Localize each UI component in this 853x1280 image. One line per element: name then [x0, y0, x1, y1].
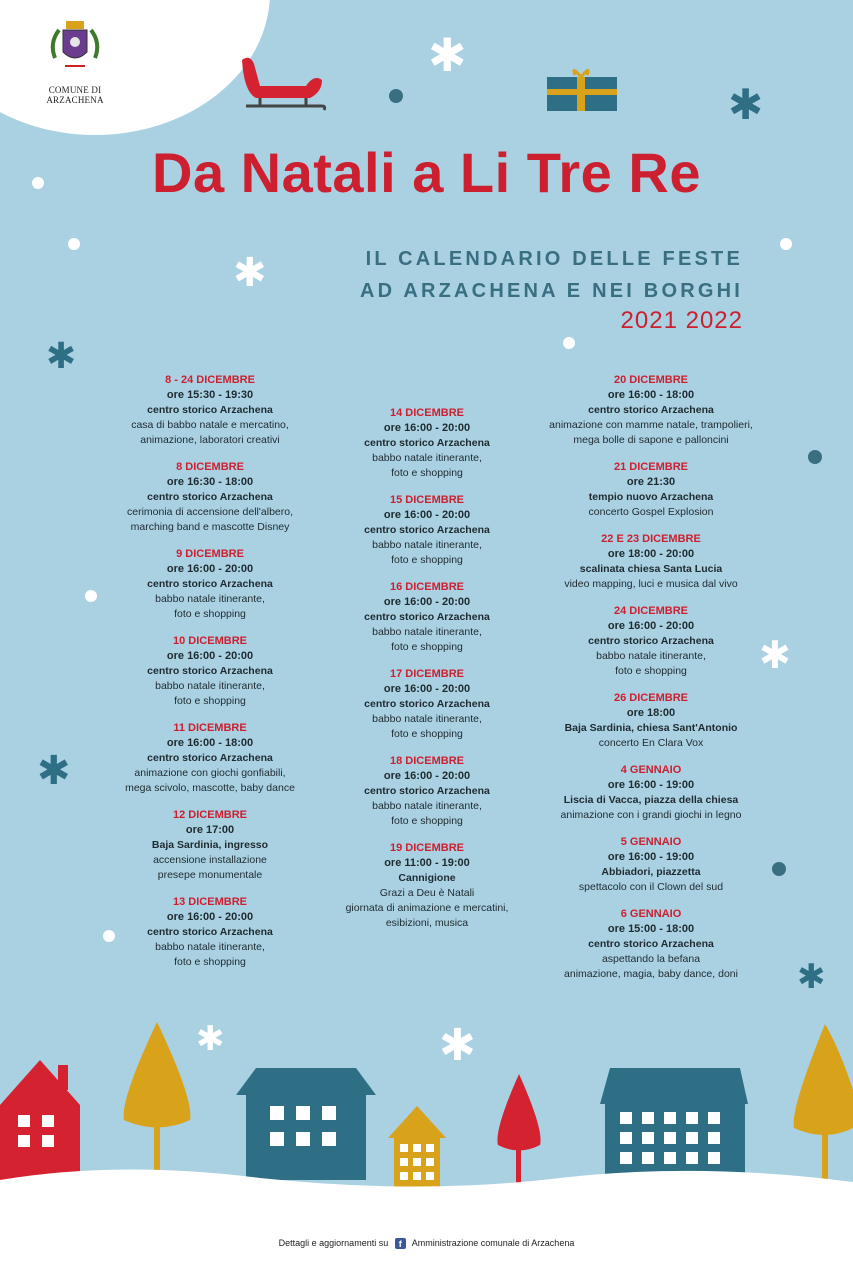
event-date: 16 DICEMBRE: [390, 581, 464, 593]
event-time: ore 15:00 - 18:00: [607, 923, 695, 935]
event-column-1: [95, 373, 325, 982]
event-place: centro storico Arzachena: [364, 524, 490, 536]
event-item: [536, 532, 766, 592]
event-description: foto e shopping: [615, 665, 687, 677]
snowflake-icon: ✱: [759, 635, 791, 677]
event-date: 9 DICEMBRE: [176, 548, 244, 560]
event-date: 6 GENNAIO: [620, 908, 682, 920]
event-item: [312, 754, 542, 829]
event-place: centro storico Arzachena: [588, 404, 714, 416]
event-date: 13 DICEMBRE: [173, 896, 247, 908]
tree-icon: [497, 1074, 540, 1188]
facebook-page-link[interactable]: Amministrazione comunale di Arzachena: [411, 1238, 575, 1248]
event-time: ore 16:00 - 19:00: [607, 779, 695, 791]
event-place: centro storico Arzachena: [147, 491, 273, 503]
event-date: 14 DICEMBRE: [390, 407, 464, 419]
snowflake-icon: ✱: [46, 335, 77, 376]
tree-icon: [794, 1024, 853, 1194]
facebook-icon[interactable]: f: [395, 1238, 406, 1249]
event-place: Liscia di Vacca, piazza della chiesa: [563, 794, 739, 806]
event-time: ore 16:00 - 20:00: [166, 650, 254, 662]
event-place: centro storico Arzachena: [364, 611, 490, 623]
event-description: foto e shopping: [391, 815, 463, 827]
event-description: aspettando la befana: [601, 953, 701, 965]
event-place: centro storico Arzachena: [147, 752, 273, 764]
event-item: [536, 907, 766, 982]
event-date: 21 DICEMBRE: [614, 461, 688, 473]
event-description: babbo natale itinerante,: [372, 713, 482, 725]
event-date: 12 DICEMBRE: [173, 809, 247, 821]
event-description: animazione con mamme natale, trampolieri,: [549, 419, 753, 431]
event-item: [536, 460, 766, 520]
event-column-2: [312, 406, 542, 943]
event-description: animazione, laboratori creativi: [140, 434, 280, 446]
event-item: [536, 604, 766, 679]
event-description: foto e shopping: [174, 608, 246, 620]
coat-of-arms-icon: [45, 18, 105, 80]
event-time: ore 16:00 - 20:00: [607, 620, 695, 632]
event-date: 18 DICEMBRE: [390, 755, 464, 767]
event-description: babbo natale itinerante,: [372, 626, 482, 638]
event-place: tempio nuovo Arzachena: [588, 491, 714, 503]
years-label: 2021 2022: [620, 307, 743, 334]
event-time: ore 16:00 - 20:00: [383, 770, 471, 782]
event-time: ore 21:30: [626, 476, 676, 488]
event-time: ore 16:00 - 20:00: [383, 422, 471, 434]
event-place: centro storico Arzachena: [147, 926, 273, 938]
event-description: mega scivolo, mascotte, baby dance: [125, 782, 295, 794]
event-item: [95, 460, 325, 535]
event-description: foto e shopping: [174, 695, 246, 707]
event-item: [536, 835, 766, 895]
snowflake-icon: ✱: [233, 251, 267, 295]
event-time: ore 16:00 - 19:00: [607, 851, 695, 863]
event-date: 22 E 23 DICEMBRE: [601, 533, 701, 545]
snowball: [808, 450, 822, 464]
event-place: centro storico Arzachena: [147, 404, 273, 416]
event-place: centro storico Arzachena: [364, 437, 490, 449]
snowflake-icon: ✱: [196, 1020, 225, 1058]
event-place: centro storico Arzachena: [588, 938, 714, 950]
snowball: [772, 862, 786, 876]
event-time: ore 16:00 - 18:00: [166, 737, 254, 749]
footer: [0, 1238, 853, 1249]
event-time: ore 18:00 - 20:00: [607, 548, 695, 560]
event-date: 10 DICEMBRE: [173, 635, 247, 647]
event-description: babbo natale itinerante,: [372, 539, 482, 551]
event-date: 5 GENNAIO: [620, 836, 682, 848]
event-description: concerto En Clara Vox: [598, 737, 704, 749]
gift-icon: [545, 65, 619, 115]
red-house-icon: [0, 1060, 80, 1180]
snowball: [165, 107, 177, 119]
event-description: cerimonia di accensione dell'albero,: [126, 506, 294, 518]
event-time: ore 16:00 - 20:00: [166, 563, 254, 575]
event-item: [95, 895, 325, 970]
event-time: ore 15:30 - 19:30: [166, 389, 254, 401]
event-description: babbo natale itinerante,: [596, 650, 706, 662]
event-description: accensione installazione: [153, 854, 267, 866]
event-item: [312, 667, 542, 742]
event-item: [95, 634, 325, 709]
event-description: spettacolo con il Clown del sud: [578, 881, 724, 893]
event-description: Grazi a Deu è Natali: [379, 887, 475, 899]
event-item: [536, 691, 766, 751]
event-place: Abbiadori, piazzetta: [601, 866, 701, 878]
event-time: ore 16:00 - 20:00: [166, 911, 254, 923]
event-description: animazione, magia, baby dance, doni: [564, 968, 738, 980]
footer-text: Dettagli e aggiornamenti su: [278, 1238, 389, 1248]
event-time: ore 18:00: [626, 707, 676, 719]
subtitle-line-2: AD ARZACHENA E NEI BORGHI: [360, 280, 743, 302]
event-description: foto e shopping: [391, 728, 463, 740]
snowball: [389, 89, 403, 103]
event-place: centro storico Arzachena: [147, 665, 273, 677]
event-description: babbo natale itinerante,: [155, 593, 265, 605]
tree-icon: [124, 1022, 191, 1195]
event-description: babbo natale itinerante,: [155, 680, 265, 692]
teal-house-icon: [236, 1068, 376, 1180]
comune-logo: [20, 18, 130, 105]
event-date: 11 DICEMBRE: [173, 722, 247, 734]
event-description: foto e shopping: [174, 956, 246, 968]
event-date: 19 DICEMBRE: [390, 842, 464, 854]
snowflake-icon: ✱: [37, 749, 71, 793]
snowball: [563, 337, 575, 349]
event-place: Baja Sardinia, ingresso: [151, 839, 269, 851]
event-time: ore 11:00 - 19:00: [384, 857, 470, 869]
event-description: mega bolle di sapone e palloncini: [573, 434, 729, 446]
event-time: ore 16:30 - 18:00: [166, 476, 254, 488]
event-item: [95, 547, 325, 622]
event-place: scalinata chiesa Santa Lucia: [579, 563, 723, 575]
event-item: [312, 493, 542, 568]
logo-caption: COMUNE DI ARZACHENA: [46, 85, 104, 105]
event-item: [536, 373, 766, 448]
page-title: Da Natali a Li Tre Re: [152, 141, 701, 204]
event-time: ore 17:00: [185, 824, 235, 836]
event-place: centro storico Arzachena: [364, 698, 490, 710]
event-item: [95, 808, 325, 883]
snowflake-icon: ✱: [797, 958, 826, 996]
event-date: 4 GENNAIO: [620, 764, 682, 776]
event-column-3: [536, 373, 766, 994]
event-time: ore 16:00 - 20:00: [383, 683, 471, 695]
snowball: [68, 238, 80, 250]
event-description: foto e shopping: [391, 641, 463, 653]
event-date: 24 DICEMBRE: [614, 605, 688, 617]
event-description: video mapping, luci e musica dal vivo: [564, 578, 738, 590]
event-description: babbo natale itinerante,: [155, 941, 265, 953]
event-date: 26 DICEMBRE: [614, 692, 688, 704]
subtitle-line-1: IL CALENDARIO DELLE FESTE: [365, 248, 743, 270]
event-place: Cannigione: [398, 872, 456, 884]
event-place: centro storico Arzachena: [364, 785, 490, 797]
event-description: giornata di animazione e mercatini,: [345, 902, 509, 914]
event-time: ore 16:00 - 20:00: [383, 509, 471, 521]
event-date: 8 - 24 DICEMBRE: [165, 374, 255, 386]
event-description: concerto Gospel Explosion: [588, 506, 714, 518]
sleigh-icon: [236, 52, 328, 114]
event-description: babbo natale itinerante,: [372, 452, 482, 464]
snowflake-icon: ✱: [728, 81, 764, 128]
event-date: 15 DICEMBRE: [390, 494, 464, 506]
event-item: [536, 763, 766, 823]
event-place: centro storico Arzachena: [147, 578, 273, 590]
event-description: animazione con i grandi giochi in legno: [560, 809, 742, 821]
event-place: centro storico Arzachena: [588, 635, 714, 647]
event-time: ore 16:00 - 20:00: [383, 596, 471, 608]
event-item: [95, 721, 325, 796]
event-description: presepe monumentale: [157, 869, 263, 881]
event-description: foto e shopping: [391, 554, 463, 566]
event-item: [312, 406, 542, 481]
event-description: marching band e mascotte Disney: [130, 521, 290, 533]
event-description: animazione con giochi gonfiabili,: [134, 767, 286, 779]
snowflake-icon: ✱: [428, 29, 467, 81]
snowball: [780, 238, 792, 250]
event-place: Baja Sardinia, chiesa Sant'Antonio: [564, 722, 738, 734]
event-item: [312, 580, 542, 655]
event-item: [95, 373, 325, 448]
event-description: babbo natale itinerante,: [372, 800, 482, 812]
event-time: ore 16:00 - 18:00: [607, 389, 695, 401]
event-date: 20 DICEMBRE: [614, 374, 688, 386]
event-date: 8 DICEMBRE: [176, 461, 244, 473]
event-item: [312, 841, 542, 931]
snowflake-icon: ✱: [439, 1021, 476, 1070]
event-description: foto e shopping: [391, 467, 463, 479]
event-description: casa di babbo natale e mercatino,: [131, 419, 289, 431]
event-date: 17 DICEMBRE: [390, 668, 464, 680]
event-description: esibizioni, musica: [385, 917, 469, 929]
